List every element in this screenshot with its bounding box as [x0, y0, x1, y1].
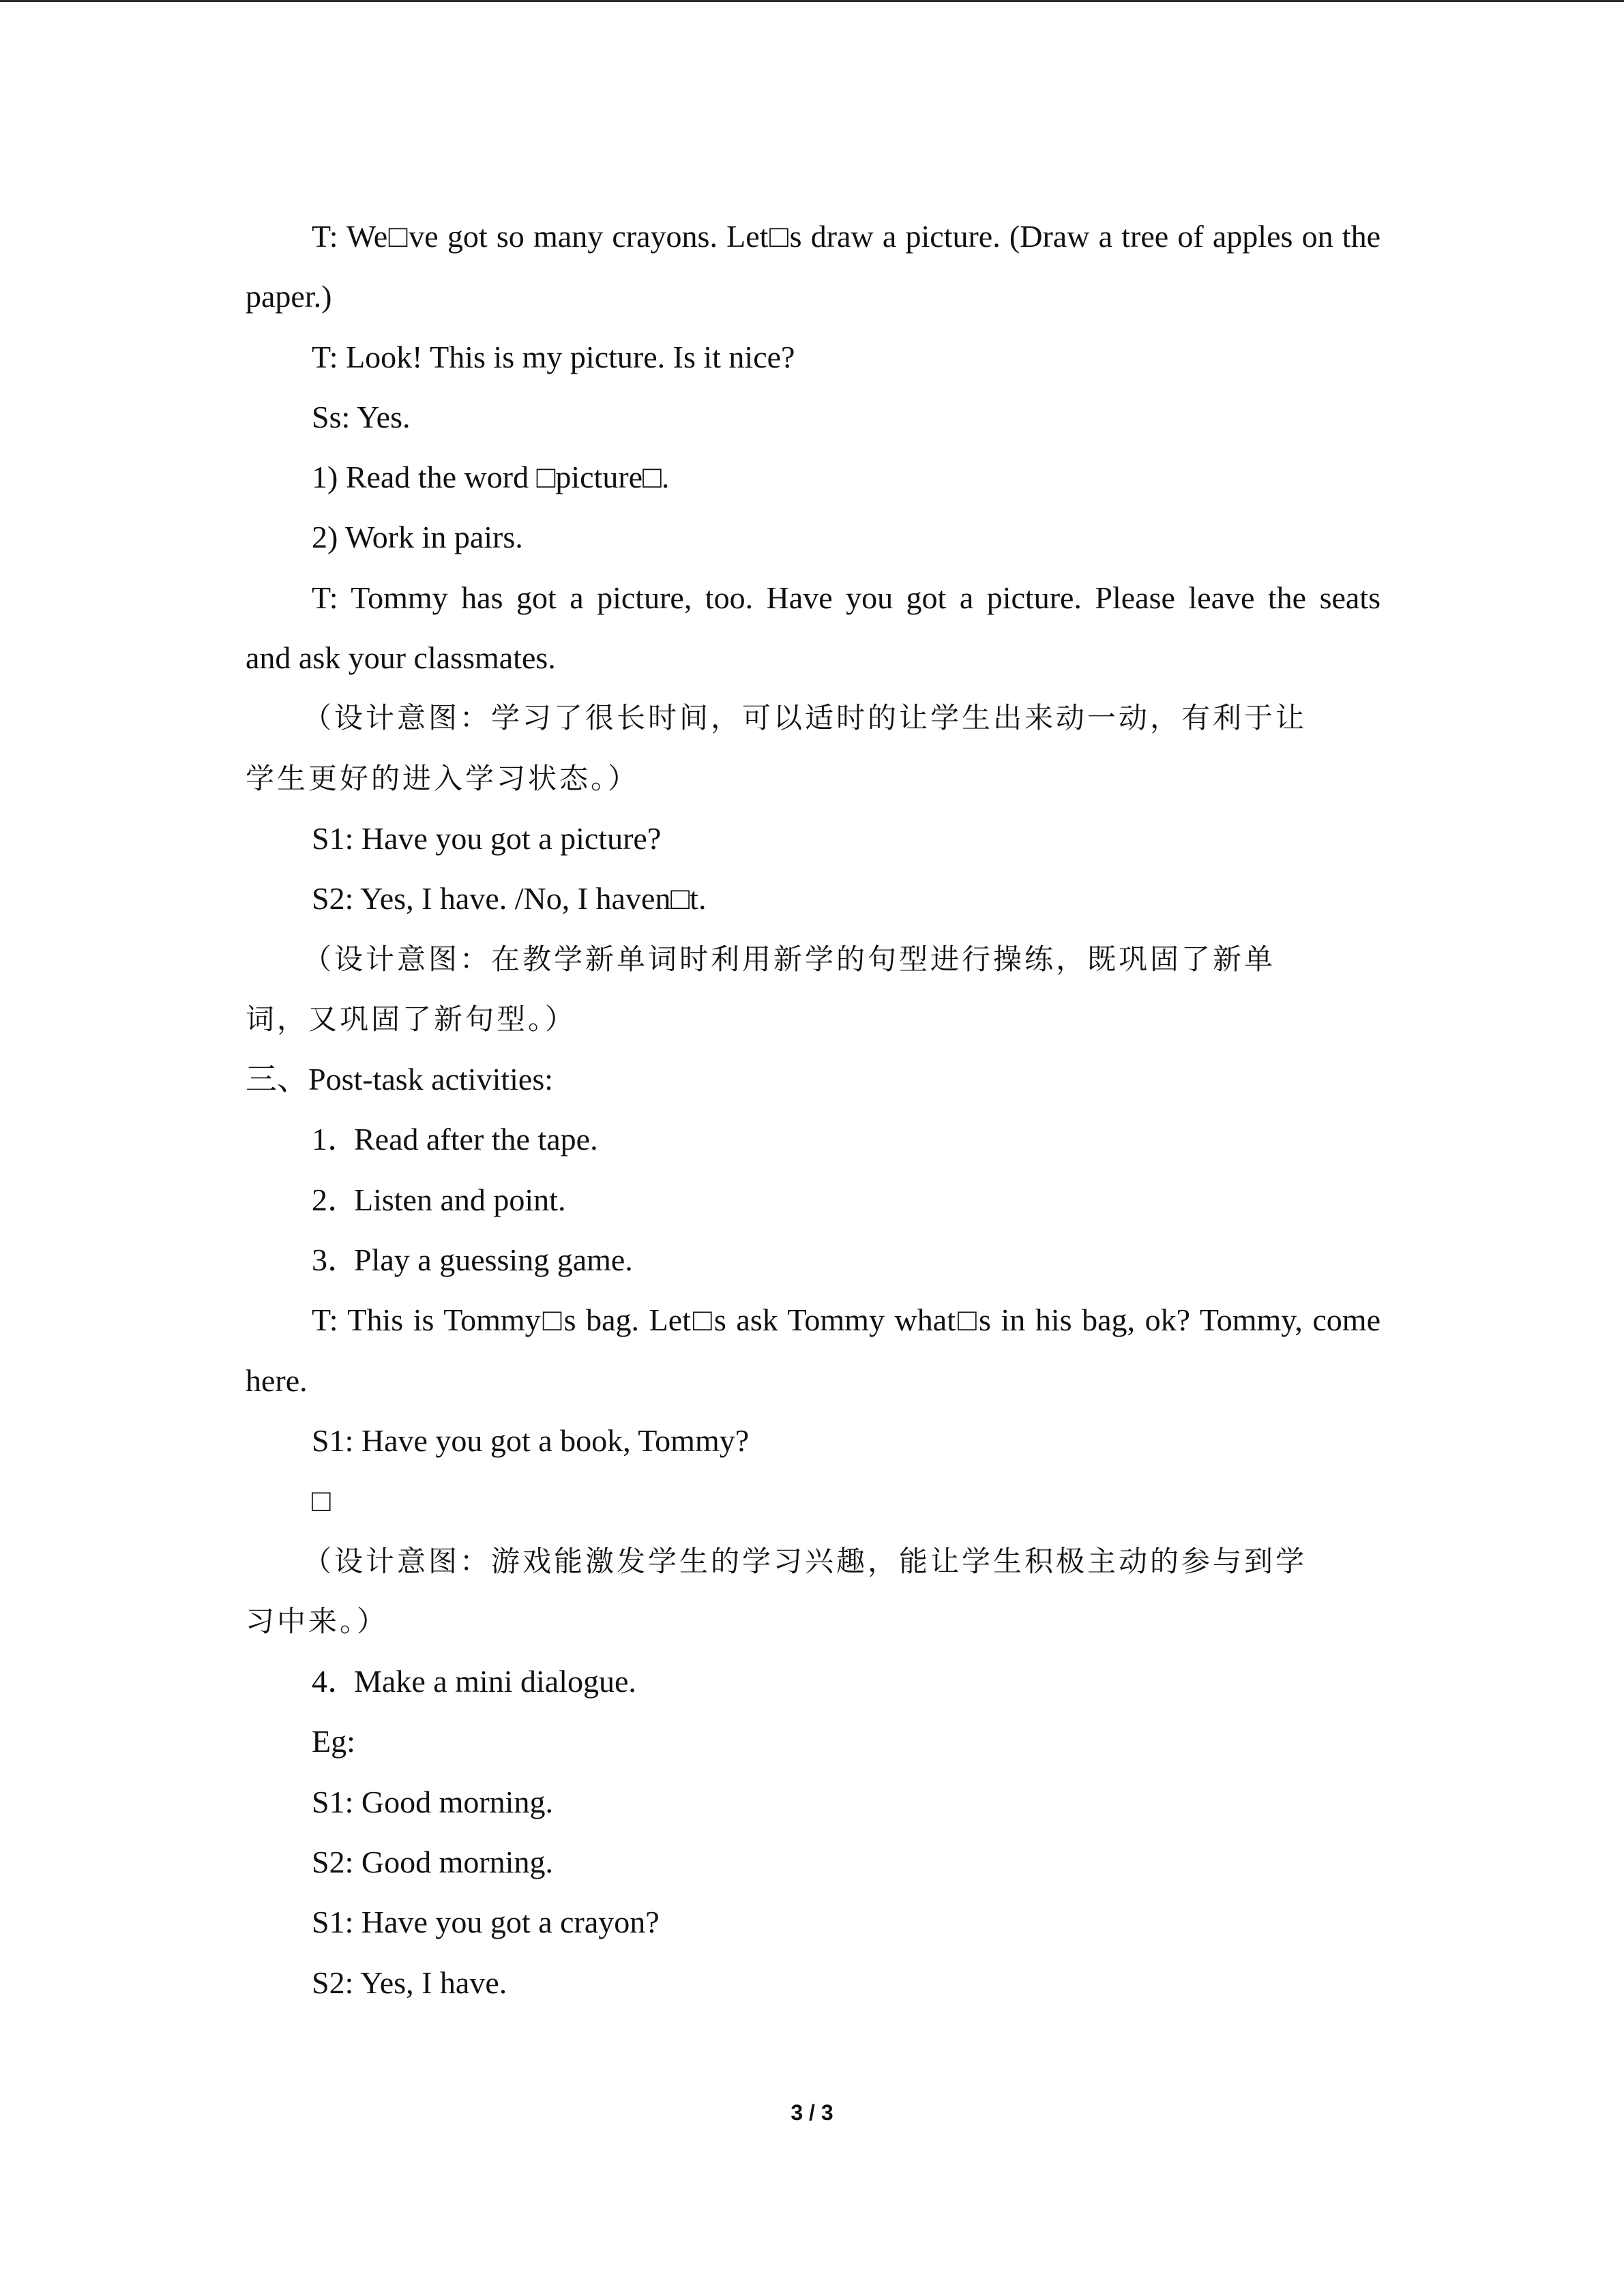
- paragraph-line: S1: Have you got a picture?: [312, 820, 662, 856]
- document-body: [246, 207, 1381, 2013]
- design-intent-note: （设计意图：在教学新单词时利用新学的句型进行操练，既巩固了新单: [303, 942, 1276, 976]
- list-text: Play a guessing game.: [354, 1242, 633, 1278]
- paragraph-line: T: This is Tommy□s bag. Let□s ask Tommy what□s in his bag, ok? Tommy, come: [312, 1302, 1381, 1338]
- paragraph-line: 1) Read the word □picture□.: [312, 460, 670, 495]
- list-number: 2．: [312, 1182, 359, 1217]
- design-intent-note: 习中来。）: [246, 1604, 389, 1638]
- paragraph-line: paper.): [246, 279, 332, 314]
- list-text: Make a mini dialogue.: [354, 1664, 636, 1699]
- list-item: [246, 1230, 1381, 1290]
- list-text: Listen and point.: [354, 1182, 566, 1217]
- list-number: 1．: [312, 1122, 359, 1157]
- paragraph-line: and ask your classmates.: [246, 640, 556, 676]
- list-text: Read after the tape.: [354, 1122, 598, 1157]
- paragraph-line: T: We□ve got so many crayons. Let□s draw a picture. (Draw a tree of apples on the: [312, 219, 1381, 254]
- list-number: 4．: [312, 1664, 359, 1699]
- paragraph-line: here.: [246, 1362, 308, 1398]
- section-heading: 三、Post-task activities:: [246, 1062, 554, 1097]
- paragraph-line: T: Tommy has got a picture, too. Have you got a picture. Please leave the seats: [312, 580, 1381, 615]
- paragraph-line: S2: Yes, I have. /No, I haven□t.: [312, 881, 707, 916]
- dialogue-line: S2: Yes, I have.: [312, 1965, 507, 2000]
- dialogue-line: S1: Have you got a crayon?: [312, 1905, 660, 1940]
- design-intent-note: 词，又巩固了新句型。）: [246, 1002, 577, 1036]
- design-intent-note: （设计意图：游戏能激发学生的学习兴趣，能让学生积极主动的参与到学: [303, 1544, 1308, 1578]
- list-number: 3．: [312, 1242, 359, 1278]
- paragraph-line: T: Look! This is my picture. Is it nice?: [312, 339, 795, 374]
- list-item: [246, 1170, 1381, 1230]
- page-number: 3 / 3: [791, 2100, 833, 2125]
- list-item: [246, 1652, 1381, 1712]
- dialogue-line: S2: Good morning.: [312, 1845, 553, 1880]
- paragraph-line: 2) Work in pairs.: [312, 520, 523, 555]
- dialogue-line: S1: Good morning.: [312, 1784, 553, 1819]
- list-item: [246, 1109, 1381, 1169]
- paragraph-line: Ss: Yes.: [312, 399, 411, 434]
- placeholder-glyph-line: □: [312, 1483, 331, 1519]
- design-intent-note: （设计意图：学习了很长时间，可以适时的让学生出来动一动，有利于让: [303, 701, 1308, 735]
- paragraph-line: S1: Have you got a book, Tommy?: [312, 1422, 750, 1458]
- paragraph-line: Eg:: [312, 1724, 355, 1759]
- design-intent-note: 学生更好的进入学习状态。）: [246, 761, 640, 795]
